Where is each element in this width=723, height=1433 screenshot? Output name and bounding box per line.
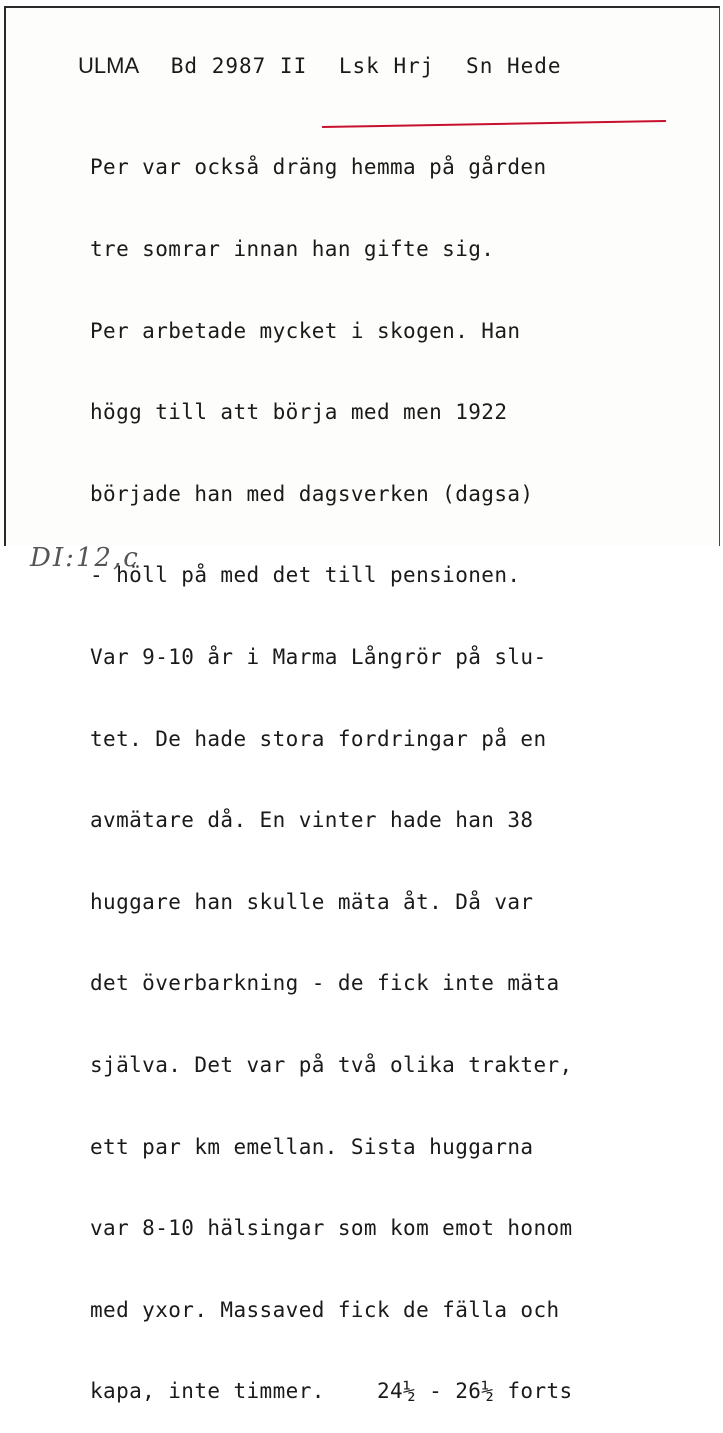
text-line: Var 9-10 år i Marma Långrör på slu- — [90, 644, 547, 669]
text-line: ett par km emellan. Sista huggarna — [90, 1134, 534, 1159]
text-line: med yxor. Massaved fick de fälla och — [90, 1297, 560, 1322]
text-line: började han med dagsverken (dagsa) — [90, 481, 534, 506]
archive-code: ULMA — [78, 53, 140, 78]
text-line: det överbarkning - de fick inte mäta — [90, 971, 560, 996]
text-line: huggare han skulle mäta åt. Då var — [90, 889, 534, 914]
card-body-text — [90, 100, 573, 1433]
text-line: var 8-10 hälsingar som kom emot honom — [90, 1216, 573, 1241]
text-line: tet. De hade stora fordringar på en — [90, 726, 547, 751]
text-line: högg till att börja med men 1922 — [90, 400, 508, 425]
text-line: själva. Det var på två olika trakter, — [90, 1052, 573, 1077]
text-line: Per arbetade mycket i skogen. Han — [90, 318, 521, 343]
text-line: - höll på med det till pensionen. — [90, 563, 521, 588]
text-line: Per var också dräng hemma på gården — [90, 155, 547, 180]
volume-number: Bd 2987 II — [170, 54, 308, 78]
parish-label: Sn Hede — [466, 54, 562, 78]
handwritten-annotation: DI:12,c — [30, 543, 140, 573]
district-label: Lsk Hrj — [338, 54, 435, 78]
text-line: tre somrar innan han gifte sig. — [90, 237, 495, 261]
card-header — [78, 53, 580, 79]
text-line: avmätare då. En vinter hade han 38 — [90, 808, 534, 833]
text-line: kapa, inte timmer. 24½ - 26½ forts — [90, 1379, 573, 1404]
